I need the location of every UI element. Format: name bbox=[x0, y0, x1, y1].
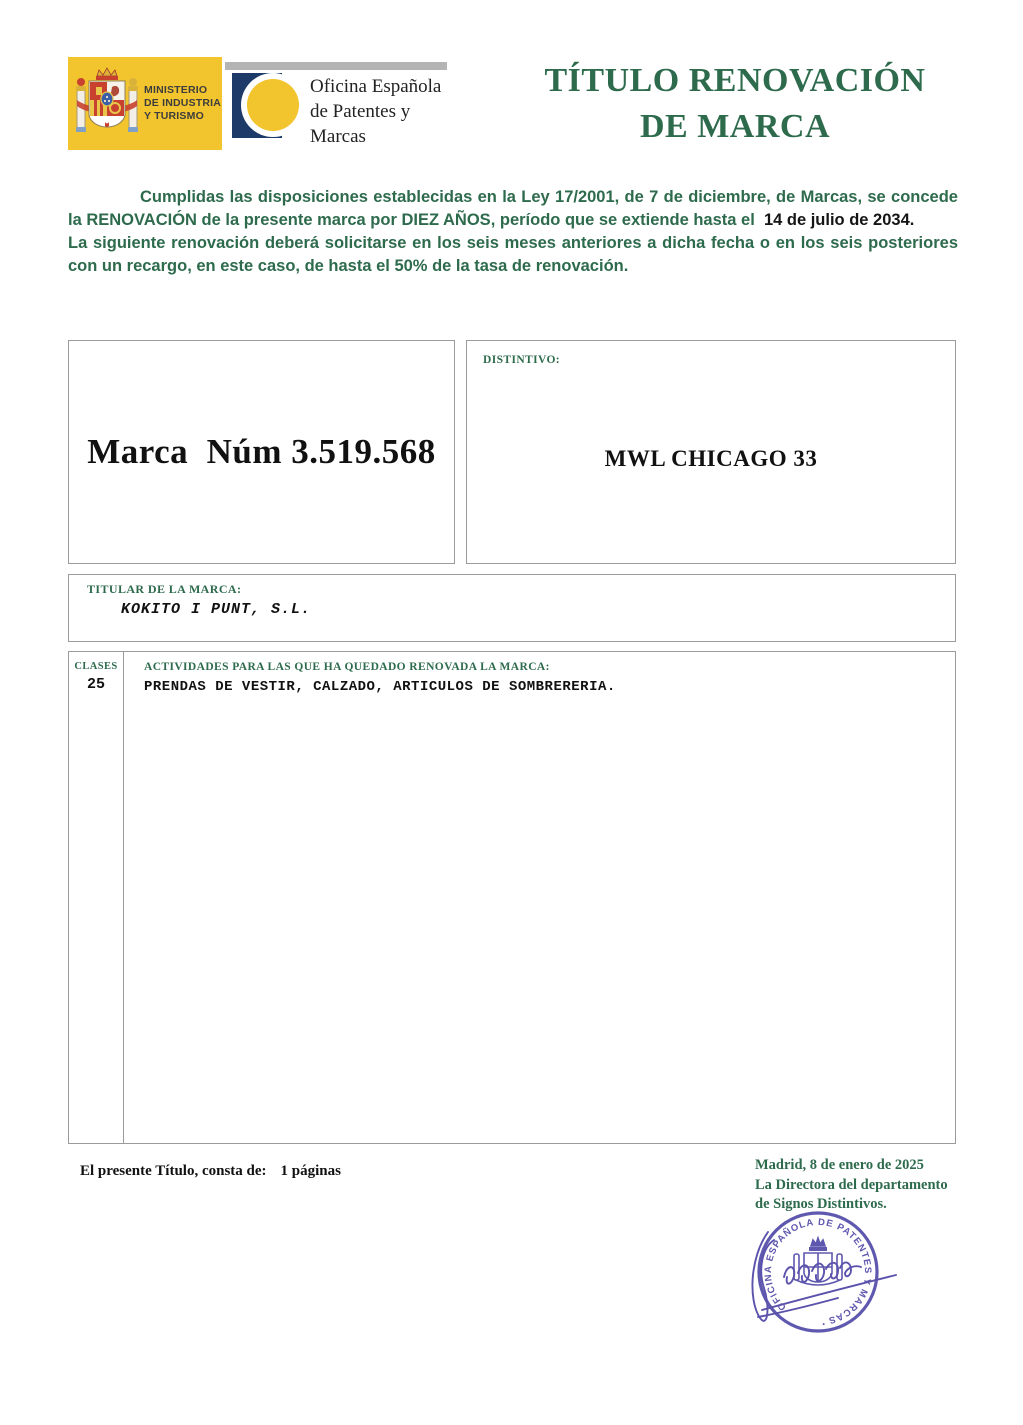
renewal-grant-text: Cumplidas las disposiciones establecidas en la Ley 17/2001, de 7 de diciembre, de Marcas, se concede la RENOVACIÓN de la presente marca por DIEZ AÑOS, período que se extiende hasta el bbox=[68, 188, 958, 229]
ministry-name-line2: DE INDUSTRIA bbox=[144, 97, 222, 109]
oepm-name-line1: Oficina Española bbox=[310, 76, 442, 97]
ministry-name bbox=[144, 84, 221, 123]
titular-value: KOKITO I PUNT, S.L. bbox=[121, 601, 312, 618]
activities-label: ACTIVIDADES PARA LAS QUE HA QUEDADO RENOVADA LA MARCA: bbox=[144, 661, 550, 673]
intro-paragraphs bbox=[68, 186, 958, 278]
distintivo-label: DISTINTIVO: bbox=[483, 354, 561, 366]
signer-title-line1: La Directora del departamento bbox=[755, 1176, 948, 1193]
activities-column bbox=[124, 652, 955, 1143]
oepm-mark-icon bbox=[232, 73, 304, 138]
clases-label: CLASES bbox=[74, 661, 118, 672]
pages-count-value: 1 páginas bbox=[280, 1163, 341, 1179]
signer-title-line2: de Signos Distintivos. bbox=[755, 1196, 887, 1212]
oepm-name-line2: de Patentes y Marcas bbox=[310, 101, 411, 147]
spain-coat-of-arms-icon bbox=[75, 66, 139, 142]
distintivo-box bbox=[466, 340, 956, 564]
oepm-sun-circle bbox=[247, 79, 299, 131]
oepm-name bbox=[310, 74, 447, 149]
stamp-separator-dot: · bbox=[822, 1317, 826, 1331]
activities-value: PRENDAS DE VESTIR, CALZADO, ARTICULOS DE SOMBRERERIA. bbox=[144, 679, 616, 695]
oepm-logo-top-bar bbox=[225, 62, 447, 70]
oepm-stamp bbox=[736, 1202, 908, 1352]
pages-count-label: El presente Título, consta de: bbox=[80, 1163, 267, 1179]
clases-value: 25 bbox=[86, 676, 105, 693]
document-title bbox=[515, 58, 955, 150]
titular-label: TITULAR DE LA MARCA: bbox=[87, 582, 242, 596]
marca-number: Marca Núm 3.519.568 bbox=[87, 432, 436, 471]
ministry-name-line3: Y TURISMO bbox=[144, 110, 204, 122]
distintivo-value: MWL CHICAGO 33 bbox=[604, 446, 818, 471]
next-renewal-paragraph: La siguiente renovación deberá solicitarse en los seis meses anteriores a dicha fecha o en los seis posteriores con un recargo, en este caso, de hasta el 50% de la tasa de renovación. bbox=[68, 234, 958, 275]
renewal-grant-paragraph bbox=[68, 186, 958, 232]
oepm-logo bbox=[225, 62, 447, 148]
pages-count-line bbox=[80, 1163, 341, 1180]
stamp-circular-text: OFICINA ESPAÑOLA DE PATENTES Y MARCAS bbox=[762, 1216, 874, 1326]
clases-box bbox=[68, 651, 956, 1144]
document-title-line2: DE MARCA bbox=[639, 108, 831, 145]
clases-column bbox=[69, 652, 124, 1143]
ministry-logo bbox=[68, 57, 222, 150]
place-and-date: Madrid, 8 de enero de 2025 bbox=[755, 1157, 924, 1173]
titular-box bbox=[68, 574, 956, 642]
ministry-name-line1: MINISTERIO bbox=[144, 84, 208, 96]
renewal-expiry-date: 14 de julio de 2034. bbox=[754, 211, 915, 229]
marca-number-box bbox=[68, 340, 455, 564]
document-title-line1: TÍTULO RENOVACIÓN bbox=[544, 62, 926, 99]
